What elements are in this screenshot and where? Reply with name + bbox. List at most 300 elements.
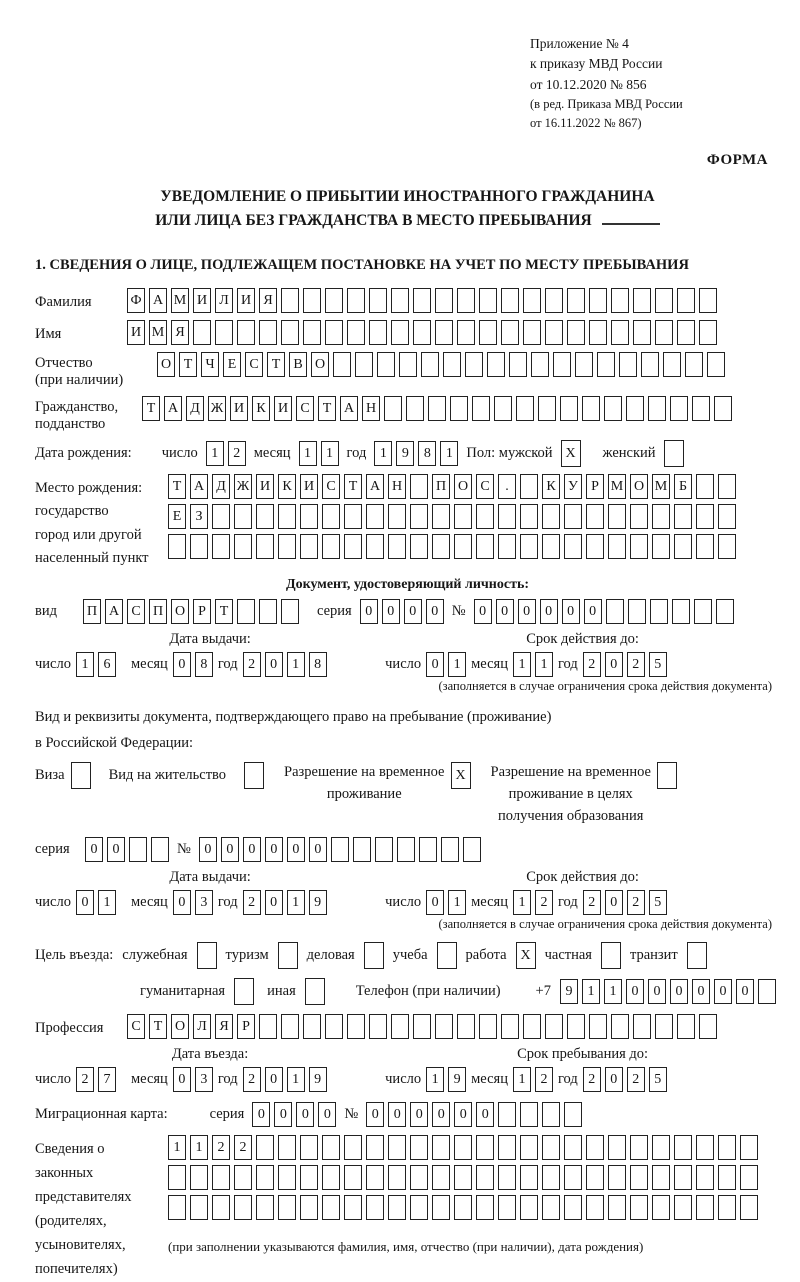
profession-cell[interactable]: Т	[149, 1014, 167, 1039]
representative-cell[interactable]	[410, 1135, 428, 1160]
birthplace-cell[interactable]	[256, 504, 274, 529]
doc-issue-month-cell[interactable]: 8	[195, 652, 213, 677]
rvp-series-cell[interactable]: 0	[85, 837, 103, 862]
birthplace-cell[interactable]: Н	[388, 474, 406, 499]
profession-cell[interactable]	[413, 1014, 431, 1039]
birthplace-cell[interactable]	[454, 534, 472, 559]
representative-cell[interactable]	[586, 1135, 604, 1160]
surname-cell[interactable]: Я	[259, 288, 277, 313]
firstname-cell[interactable]	[589, 320, 607, 345]
migcard-series-cell[interactable]: 0	[296, 1102, 314, 1127]
doc-series-cell[interactable]: 0	[404, 599, 422, 624]
birthplace-cell[interactable]: Р	[586, 474, 604, 499]
birthplace-cell[interactable]	[542, 504, 560, 529]
stay-year-cell[interactable]: 0	[605, 1067, 623, 1092]
patronymic-cell[interactable]	[509, 352, 527, 377]
firstname-cell[interactable]	[391, 320, 409, 345]
birthplace-cell[interactable]	[278, 504, 296, 529]
doc-number-cell[interactable]: 0	[474, 599, 492, 624]
surname-cell[interactable]	[435, 288, 453, 313]
doc-type-cell[interactable]: П	[83, 599, 101, 624]
doc-series-cell[interactable]: 0	[382, 599, 400, 624]
representative-cell[interactable]	[542, 1165, 560, 1190]
doc-issue-year-cell[interactable]: 2	[243, 652, 261, 677]
phone-cell[interactable]: 0	[692, 979, 710, 1004]
firstname-cell[interactable]	[699, 320, 717, 345]
representative-cell[interactable]: 1	[168, 1135, 186, 1160]
birthplace-cell[interactable]	[520, 534, 538, 559]
profession-cell[interactable]	[479, 1014, 497, 1039]
doc-number-cell[interactable]	[716, 599, 734, 624]
doc-valid-year-cell[interactable]: 5	[649, 652, 667, 677]
migcard-number-cell[interactable]: 0	[388, 1102, 406, 1127]
surname-cell[interactable]: М	[171, 288, 189, 313]
doc-issue-year-cell[interactable]: 8	[309, 652, 327, 677]
migcard-series-input[interactable]	[252, 1102, 336, 1127]
migcard-number-cell[interactable]	[520, 1102, 538, 1127]
representative-cell[interactable]	[608, 1165, 626, 1190]
representative-cell[interactable]	[212, 1195, 230, 1220]
patronymic-cell[interactable]	[619, 352, 637, 377]
rvp-number-cell[interactable]	[419, 837, 437, 862]
profession-cell[interactable]	[633, 1014, 651, 1039]
birthplace-cell[interactable]: К	[278, 474, 296, 499]
representative-cell[interactable]: 1	[190, 1135, 208, 1160]
citizenship-cell[interactable]: Т	[318, 396, 336, 421]
birthplace-cell[interactable]	[718, 474, 736, 499]
representative-cell[interactable]	[652, 1165, 670, 1190]
representative-cell[interactable]	[432, 1165, 450, 1190]
rvp-valid-year-cell[interactable]: 0	[605, 890, 623, 915]
doc-number-cell[interactable]	[694, 599, 712, 624]
doc-valid-month-cell[interactable]: 1	[513, 652, 531, 677]
entry-month-input[interactable]	[173, 1067, 213, 1092]
rvp-valid-month-input[interactable]	[513, 890, 553, 915]
sex-male-checkbox[interactable]	[561, 440, 581, 467]
citizenship-cell[interactable]: А	[340, 396, 358, 421]
citizenship-cell[interactable]: Н	[362, 396, 380, 421]
birthplace-cell[interactable]	[498, 534, 516, 559]
birthplace-cell[interactable]	[300, 504, 318, 529]
rvp-valid-month-cell[interactable]: 1	[513, 890, 531, 915]
phone-cell[interactable]: 0	[736, 979, 754, 1004]
representative-cell[interactable]	[190, 1195, 208, 1220]
birthplace-cell[interactable]	[410, 474, 428, 499]
surname-cell[interactable]	[523, 288, 541, 313]
stay-day-cell[interactable]: 9	[448, 1067, 466, 1092]
patronymic-cell[interactable]	[531, 352, 549, 377]
purpose-humanitarian-checkbox[interactable]	[234, 978, 254, 1005]
patronymic-cell[interactable]: С	[245, 352, 263, 377]
profession-cell[interactable]	[281, 1014, 299, 1039]
representative-cell[interactable]	[256, 1135, 274, 1160]
surname-cell[interactable]	[655, 288, 673, 313]
birthplace-cell[interactable]	[410, 534, 428, 559]
purpose-work-checkbox[interactable]	[516, 942, 536, 969]
entry-year-input[interactable]	[243, 1067, 327, 1092]
rvp-issue-day-input[interactable]	[76, 890, 116, 915]
purpose-humanitarian-checkbox[interactable]	[234, 978, 254, 1005]
surname-cell[interactable]	[347, 288, 365, 313]
patronymic-cell[interactable]	[553, 352, 571, 377]
firstname-cell[interactable]	[567, 320, 585, 345]
profession-cell[interactable]: С	[127, 1014, 145, 1039]
migcard-number-cell[interactable]: 0	[454, 1102, 472, 1127]
representative-cell[interactable]	[234, 1165, 252, 1190]
representative-cell[interactable]	[278, 1135, 296, 1160]
purpose-business-checkbox[interactable]	[197, 942, 217, 969]
representative-cell[interactable]	[740, 1195, 758, 1220]
profession-cell[interactable]	[501, 1014, 519, 1039]
phone-input[interactable]	[560, 979, 776, 1004]
doc-number-cell[interactable]: 0	[584, 599, 602, 624]
representative-cell[interactable]	[586, 1165, 604, 1190]
birthplace-cell[interactable]: М	[652, 474, 670, 499]
representative-cell[interactable]	[278, 1195, 296, 1220]
citizenship-cell[interactable]: Д	[186, 396, 204, 421]
birthplace-cell[interactable]	[432, 504, 450, 529]
citizenship-input[interactable]	[142, 396, 732, 421]
purpose-commercial-checkbox[interactable]	[364, 942, 384, 969]
representatives-input-row3[interactable]	[168, 1195, 758, 1220]
birthplace-cell[interactable]	[652, 504, 670, 529]
rvp-issue-month-cell[interactable]: 3	[195, 890, 213, 915]
representative-cell[interactable]	[586, 1195, 604, 1220]
surname-cell[interactable]: А	[149, 288, 167, 313]
representative-cell[interactable]	[366, 1135, 384, 1160]
birthplace-cell[interactable]: Ж	[234, 474, 252, 499]
firstname-cell[interactable]	[633, 320, 651, 345]
birthplace-cell[interactable]: С	[322, 474, 340, 499]
entry-month-cell[interactable]: 0	[173, 1067, 191, 1092]
representative-cell[interactable]	[674, 1195, 692, 1220]
birthplace-cell[interactable]: У	[564, 474, 582, 499]
citizenship-cell[interactable]	[538, 396, 556, 421]
doc-issue-year-input[interactable]	[243, 652, 327, 677]
profession-cell[interactable]	[325, 1014, 343, 1039]
purpose-transit-checkbox[interactable]	[687, 942, 707, 969]
birthplace-cell[interactable]	[388, 534, 406, 559]
birth-day-cell[interactable]: 2	[228, 441, 246, 466]
doc-issue-day-input[interactable]	[76, 652, 116, 677]
citizenship-cell[interactable]: И	[274, 396, 292, 421]
birth-month-cell[interactable]: 1	[321, 441, 339, 466]
birthplace-cell[interactable]: С	[476, 474, 494, 499]
patronymic-cell[interactable]	[399, 352, 417, 377]
profession-cell[interactable]: Р	[237, 1014, 255, 1039]
surname-cell[interactable]	[567, 288, 585, 313]
doc-valid-year-cell[interactable]: 2	[627, 652, 645, 677]
surname-cell[interactable]	[369, 288, 387, 313]
profession-cell[interactable]	[611, 1014, 629, 1039]
sex-female-checkbox[interactable]	[664, 440, 684, 467]
birthplace-cell[interactable]: М	[608, 474, 626, 499]
birthplace-cell[interactable]	[718, 504, 736, 529]
surname-cell[interactable]	[303, 288, 321, 313]
representative-cell[interactable]: 2	[234, 1135, 252, 1160]
birth-month-cell[interactable]: 1	[299, 441, 317, 466]
birthplace-cell[interactable]	[718, 534, 736, 559]
doc-valid-month-input[interactable]	[513, 652, 553, 677]
doc-type-cell[interactable]: П	[149, 599, 167, 624]
rvp-issue-month-cell[interactable]: 0	[173, 890, 191, 915]
citizenship-cell[interactable]	[648, 396, 666, 421]
representative-cell[interactable]	[674, 1135, 692, 1160]
purpose-other-checkbox[interactable]	[305, 978, 325, 1005]
birthplace-cell[interactable]: Т	[168, 474, 186, 499]
purpose-business-checkbox[interactable]	[197, 942, 217, 969]
doc-series-input[interactable]	[360, 599, 444, 624]
birthplace-cell[interactable]	[520, 474, 538, 499]
rvp-issue-year-cell[interactable]: 9	[309, 890, 327, 915]
representative-cell[interactable]	[696, 1135, 714, 1160]
representative-cell[interactable]	[696, 1165, 714, 1190]
surname-cell[interactable]: И	[237, 288, 255, 313]
doc-number-cell[interactable]	[628, 599, 646, 624]
profession-cell[interactable]	[677, 1014, 695, 1039]
purpose-tourism-checkbox[interactable]	[278, 942, 298, 969]
firstname-cell[interactable]	[523, 320, 541, 345]
birthplace-cell[interactable]	[476, 504, 494, 529]
representative-cell[interactable]	[190, 1165, 208, 1190]
birthplace-cell[interactable]	[322, 504, 340, 529]
representative-cell[interactable]	[234, 1195, 252, 1220]
birthplace-cell[interactable]	[212, 504, 230, 529]
entry-day-cell[interactable]: 7	[98, 1067, 116, 1092]
surname-cell[interactable]	[457, 288, 475, 313]
birthplace-cell[interactable]	[366, 504, 384, 529]
birthplace-cell[interactable]	[234, 504, 252, 529]
purpose-tourism-checkbox[interactable]	[278, 942, 298, 969]
birthplace-cell[interactable]	[212, 534, 230, 559]
representative-cell[interactable]	[388, 1165, 406, 1190]
rvp-issue-year-cell[interactable]: 2	[243, 890, 261, 915]
birthplace-cell[interactable]	[586, 504, 604, 529]
patronymic-cell[interactable]	[597, 352, 615, 377]
birthplace-cell[interactable]	[388, 504, 406, 529]
sex-female-checkbox[interactable]	[664, 440, 684, 467]
citizenship-cell[interactable]	[560, 396, 578, 421]
birth-day-cell[interactable]: 1	[206, 441, 224, 466]
migcard-number-cell[interactable]	[498, 1102, 516, 1127]
purpose-work-checkbox[interactable]: X	[516, 942, 536, 969]
representative-cell[interactable]	[366, 1165, 384, 1190]
visa-checkbox[interactable]	[71, 762, 91, 789]
rvp-number-cell[interactable]: 0	[309, 837, 327, 862]
doc-type-input[interactable]	[83, 599, 299, 624]
representative-cell[interactable]	[454, 1165, 472, 1190]
patronymic-cell[interactable]: Е	[223, 352, 241, 377]
entry-year-cell[interactable]: 0	[265, 1067, 283, 1092]
birthplace-cell[interactable]	[168, 534, 186, 559]
birthplace-cell[interactable]	[586, 534, 604, 559]
doc-type-cell[interactable]	[259, 599, 277, 624]
representative-cell[interactable]	[718, 1135, 736, 1160]
birthplace-cell[interactable]	[696, 474, 714, 499]
firstname-cell[interactable]	[655, 320, 673, 345]
phone-cell[interactable]: 0	[670, 979, 688, 1004]
birthplace-cell[interactable]	[652, 534, 670, 559]
doc-number-input[interactable]	[474, 599, 734, 624]
patronymic-cell[interactable]: В	[289, 352, 307, 377]
surname-cell[interactable]	[611, 288, 629, 313]
birthplace-cell[interactable]	[520, 504, 538, 529]
doc-type-cell[interactable]: С	[127, 599, 145, 624]
surname-cell[interactable]	[391, 288, 409, 313]
firstname-cell[interactable]	[303, 320, 321, 345]
entry-month-cell[interactable]: 3	[195, 1067, 213, 1092]
citizenship-cell[interactable]	[472, 396, 490, 421]
surname-cell[interactable]	[325, 288, 343, 313]
representative-cell[interactable]	[476, 1135, 494, 1160]
doc-valid-year-cell[interactable]: 2	[583, 652, 601, 677]
rvp-number-cell[interactable]	[397, 837, 415, 862]
firstname-cell[interactable]	[413, 320, 431, 345]
patronymic-cell[interactable]	[707, 352, 725, 377]
representative-cell[interactable]	[498, 1165, 516, 1190]
representative-cell[interactable]	[498, 1195, 516, 1220]
birthplace-cell[interactable]: .	[498, 474, 516, 499]
rvp-valid-year-cell[interactable]: 5	[649, 890, 667, 915]
stay-year-cell[interactable]: 2	[583, 1067, 601, 1092]
representative-cell[interactable]	[366, 1195, 384, 1220]
migcard-number-cell[interactable]: 0	[366, 1102, 384, 1127]
profession-cell[interactable]	[303, 1014, 321, 1039]
purpose-transit-checkbox[interactable]	[687, 942, 707, 969]
profession-cell[interactable]	[259, 1014, 277, 1039]
sex-male-checkbox[interactable]: X	[561, 440, 581, 467]
birthplace-cell[interactable]	[190, 534, 208, 559]
birthplace-cell[interactable]	[674, 534, 692, 559]
birthplace-cell[interactable]	[300, 534, 318, 559]
birth-year-cell[interactable]: 9	[396, 441, 414, 466]
stay-month-input[interactable]	[513, 1067, 553, 1092]
representative-cell[interactable]	[344, 1195, 362, 1220]
purpose-commercial-checkbox[interactable]	[364, 942, 384, 969]
patronymic-cell[interactable]	[465, 352, 483, 377]
temp-residence-checkbox[interactable]	[451, 762, 471, 789]
doc-issue-year-cell[interactable]: 0	[265, 652, 283, 677]
profession-input[interactable]	[127, 1014, 717, 1039]
doc-number-cell[interactable]: 0	[562, 599, 580, 624]
entry-day-cell[interactable]: 2	[76, 1067, 94, 1092]
representative-cell[interactable]	[542, 1135, 560, 1160]
representative-cell[interactable]	[630, 1195, 648, 1220]
doc-type-cell[interactable]: А	[105, 599, 123, 624]
citizenship-cell[interactable]	[692, 396, 710, 421]
rvp-series-cell[interactable]	[129, 837, 147, 862]
firstname-cell[interactable]	[677, 320, 695, 345]
migcard-series-cell[interactable]: 0	[274, 1102, 292, 1127]
profession-cell[interactable]	[655, 1014, 673, 1039]
citizenship-cell[interactable]	[428, 396, 446, 421]
patronymic-cell[interactable]: Т	[179, 352, 197, 377]
firstname-cell[interactable]	[347, 320, 365, 345]
birthplace-cell[interactable]	[344, 504, 362, 529]
firstname-cell[interactable]	[259, 320, 277, 345]
birthplace-cell[interactable]: А	[366, 474, 384, 499]
representative-cell[interactable]	[476, 1195, 494, 1220]
purpose-private-checkbox[interactable]	[601, 942, 621, 969]
firstname-cell[interactable]	[545, 320, 563, 345]
birthplace-cell[interactable]	[256, 534, 274, 559]
firstname-cell[interactable]	[281, 320, 299, 345]
representative-cell[interactable]	[718, 1165, 736, 1190]
stay-day-input[interactable]	[426, 1067, 466, 1092]
surname-cell[interactable]	[501, 288, 519, 313]
firstname-cell[interactable]	[237, 320, 255, 345]
representative-cell[interactable]	[608, 1135, 626, 1160]
birthplace-cell[interactable]	[498, 504, 516, 529]
rvp-number-cell[interactable]: 0	[221, 837, 239, 862]
representative-cell[interactable]	[520, 1195, 538, 1220]
rvp-valid-day-cell[interactable]: 0	[426, 890, 444, 915]
rvp-number-input[interactable]	[199, 837, 481, 862]
patronymic-cell[interactable]	[663, 352, 681, 377]
firstname-cell[interactable]	[193, 320, 211, 345]
patronymic-cell[interactable]: Т	[267, 352, 285, 377]
citizenship-cell[interactable]: А	[164, 396, 182, 421]
representative-cell[interactable]	[498, 1135, 516, 1160]
surname-cell[interactable]: И	[193, 288, 211, 313]
stay-month-cell[interactable]: 2	[535, 1067, 553, 1092]
patronymic-cell[interactable]	[421, 352, 439, 377]
phone-cell[interactable]	[758, 979, 776, 1004]
birthplace-cell[interactable]	[278, 534, 296, 559]
surname-cell[interactable]	[589, 288, 607, 313]
doc-number-cell[interactable]: 0	[540, 599, 558, 624]
representatives-input-row1[interactable]	[168, 1135, 758, 1160]
rvp-valid-day-input[interactable]	[426, 890, 466, 915]
representative-cell[interactable]	[344, 1165, 362, 1190]
representative-cell[interactable]	[520, 1135, 538, 1160]
rvp-issue-day-cell[interactable]: 0	[76, 890, 94, 915]
rvp-number-cell[interactable]	[375, 837, 393, 862]
profession-cell[interactable]	[435, 1014, 453, 1039]
entry-year-cell[interactable]: 1	[287, 1067, 305, 1092]
rvp-number-cell[interactable]: 0	[265, 837, 283, 862]
birthplace-cell[interactable]	[608, 504, 626, 529]
firstname-cell[interactable]	[479, 320, 497, 345]
citizenship-cell[interactable]: И	[230, 396, 248, 421]
firstname-cell[interactable]	[215, 320, 233, 345]
doc-number-cell[interactable]: 0	[518, 599, 536, 624]
representative-cell[interactable]	[256, 1165, 274, 1190]
representative-cell[interactable]	[322, 1165, 340, 1190]
profession-cell[interactable]: Л	[193, 1014, 211, 1039]
patronymic-input[interactable]	[157, 352, 725, 377]
birthplace-cell[interactable]: И	[256, 474, 274, 499]
migcard-number-cell[interactable]: 0	[476, 1102, 494, 1127]
birthplace-cell[interactable]: И	[300, 474, 318, 499]
representative-cell[interactable]	[564, 1135, 582, 1160]
profession-cell[interactable]	[567, 1014, 585, 1039]
surname-cell[interactable]: Л	[215, 288, 233, 313]
citizenship-cell[interactable]	[714, 396, 732, 421]
rvp-valid-month-cell[interactable]: 2	[535, 890, 553, 915]
representative-cell[interactable]	[674, 1165, 692, 1190]
representative-cell[interactable]	[718, 1195, 736, 1220]
birthplace-cell[interactable]	[696, 534, 714, 559]
profession-cell[interactable]	[457, 1014, 475, 1039]
birth-year-input[interactable]	[374, 441, 458, 466]
representative-cell[interactable]	[740, 1165, 758, 1190]
stay-month-cell[interactable]: 1	[513, 1067, 531, 1092]
citizenship-cell[interactable]: К	[252, 396, 270, 421]
doc-valid-day-cell[interactable]: 0	[426, 652, 444, 677]
citizenship-cell[interactable]	[406, 396, 424, 421]
surname-cell[interactable]	[699, 288, 717, 313]
